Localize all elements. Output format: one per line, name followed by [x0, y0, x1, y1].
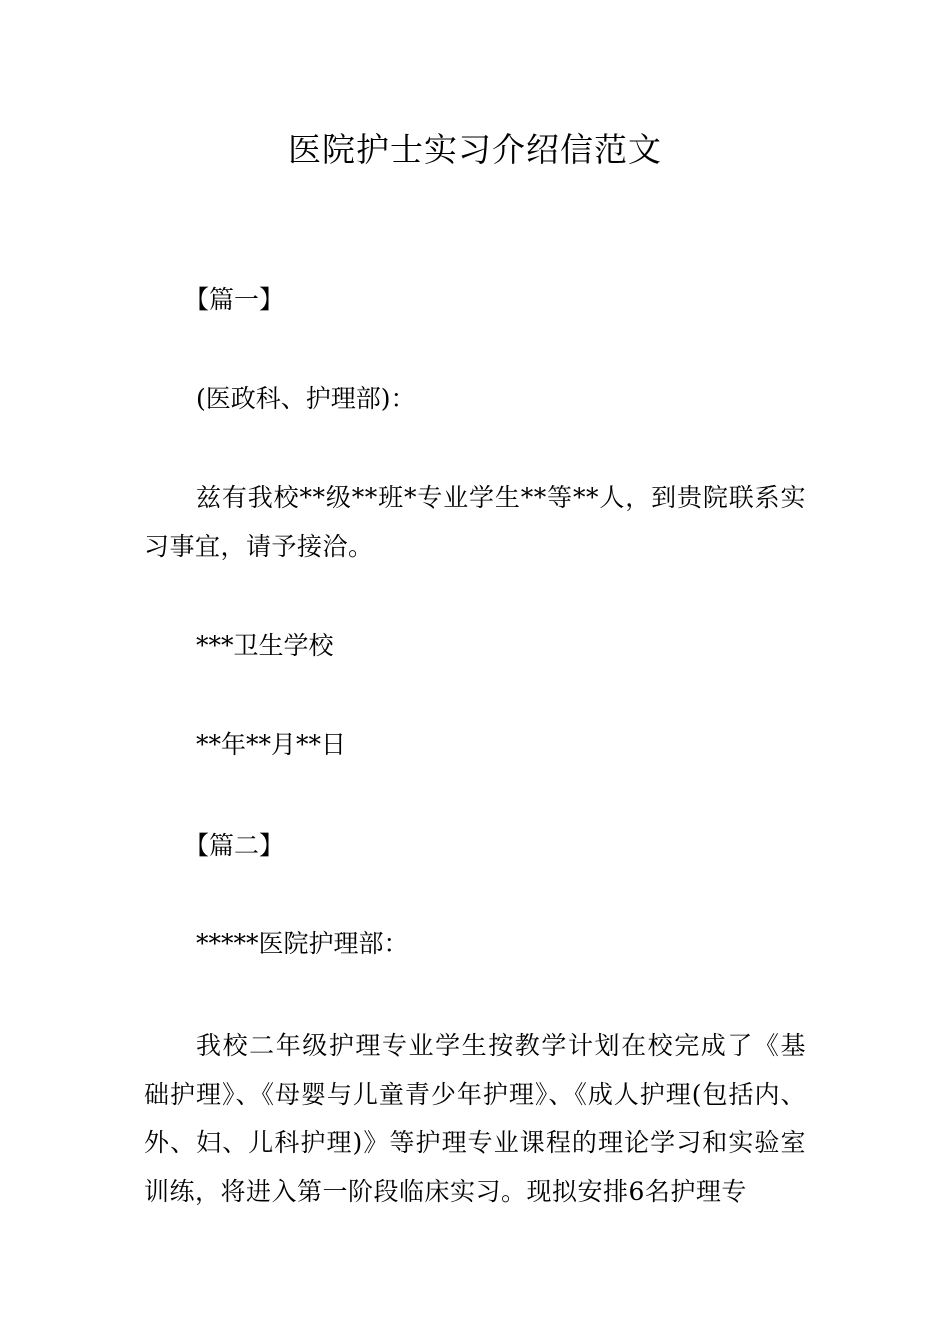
section1-signature: ***卫生学校 — [196, 631, 334, 660]
section1-heading: 【篇一】 — [184, 285, 285, 314]
section2-heading: 【篇二】 — [184, 831, 285, 860]
section1-body: 兹有我校**级**班*专业学生**等**人，到贵院联系实习事宜，请予接洽。 — [144, 483, 806, 561]
section1-recipient: (医政科、护理部)： — [196, 384, 416, 413]
section1-date: **年**月**日 — [196, 730, 347, 759]
section2-body: 我校二年级护理专业学生按教学计划在校完成了《基础护理》、《母婴与儿童青少年护理》、《成人护理(包括内、外、妇、儿科护理)》等护理专业课程的理论学习和实验室训练，将进入第一阶段临床实习。现拟安排6名护理专 — [144, 1031, 806, 1206]
section2-recipient: *****医院护理部： — [196, 929, 409, 958]
document-title: 医院护士实习介绍信范文 — [288, 130, 662, 169]
